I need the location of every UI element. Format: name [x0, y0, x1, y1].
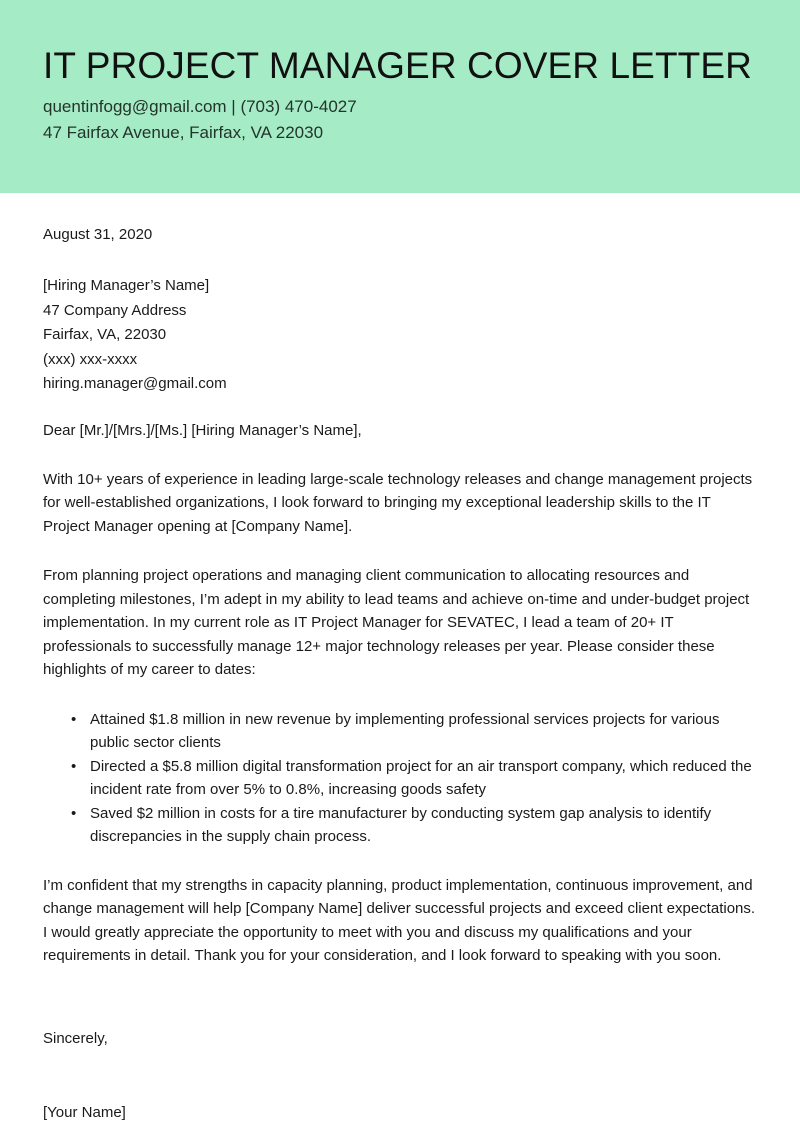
recipient-phone: (xxx) xxx-xxxx — [43, 350, 138, 368]
page-title: IT PROJECT MANAGER COVER LETTER — [43, 45, 752, 86]
letter-date: August 31, 2020 — [43, 226, 153, 243]
list-item — [43, 802, 757, 849]
bullet-icon: • — [71, 757, 77, 775]
body-paragraph-1: With 10+ years of experience in leading large-scale technology releases and change management projects for well-established organizations, I look forward to bringing my exceptional leadership skills to the IT Project Manager opening at [Company Name]. — [43, 470, 753, 535]
salutation: Dear [Mr.]/[Mrs.]/[Ms.] [Hiring Manager’s Name], — [43, 421, 362, 439]
list-item-text: Attained $1.8 million in new revenue by implementing professional services projects for various public sector clients — [90, 710, 720, 751]
signoff: Sincerely, — [43, 1029, 108, 1047]
list-item — [43, 755, 757, 802]
recipient-address-block — [43, 246, 757, 397]
list-item-text: Directed a $5.8 million digital transformation project for an air transport company, which reduced the incident rate from over 5% to 0.8%, increasing goods safety — [90, 757, 752, 798]
achievements-list — [43, 682, 757, 849]
bullet-icon: • — [71, 710, 77, 728]
recipient-name: [Hiring Manager’s Name] — [43, 277, 210, 294]
list-item — [43, 708, 757, 755]
letter-header — [0, 0, 800, 193]
signature-name: [Your Name] — [43, 1103, 126, 1121]
bullet-icon: • — [71, 804, 77, 822]
letter-body — [0, 193, 800, 1124]
body-paragraph-2: From planning project operations and managing client communication to allocating resources and completing milestones, I’m adept in my ability to lead teams and achieve on-time and under-budget project implementation. In my current role as IT Project Manager for SEVATEC, I lead a team of 20+ IT professionals to successfully manage 12+ major technology releases per year. Please consider these highlights of my career to dates: — [43, 567, 750, 678]
contact-email-phone: quentinfogg@gmail.com | (703) 470-4027 — [43, 97, 357, 116]
list-item-text: Saved $2 million in costs for a tire manufacturer by conducting system gap analysis to identify discrepancies in the supply chain process. — [90, 804, 712, 845]
recipient-email: hiring.manager@gmail.com — [43, 375, 227, 392]
contact-address: 47 Fairfax Avenue, Fairfax, VA 22030 — [43, 123, 324, 142]
recipient-street-address: 47 Company Address — [43, 301, 187, 319]
closing-paragraph: I’m confident that my strengths in capacity planning, product implementation, continuous improvement, and change management will help [Company Name] deliver successful projects and exceed client expectations. I would greatly appreciate the opportunity to meet with you and discuss my qualifications and your requirements in detail. Thank you for your consideration, and I look forward to speaking with you soon. — [43, 876, 756, 964]
recipient-city-state-zip: Fairfax, VA, 22030 — [43, 326, 167, 343]
